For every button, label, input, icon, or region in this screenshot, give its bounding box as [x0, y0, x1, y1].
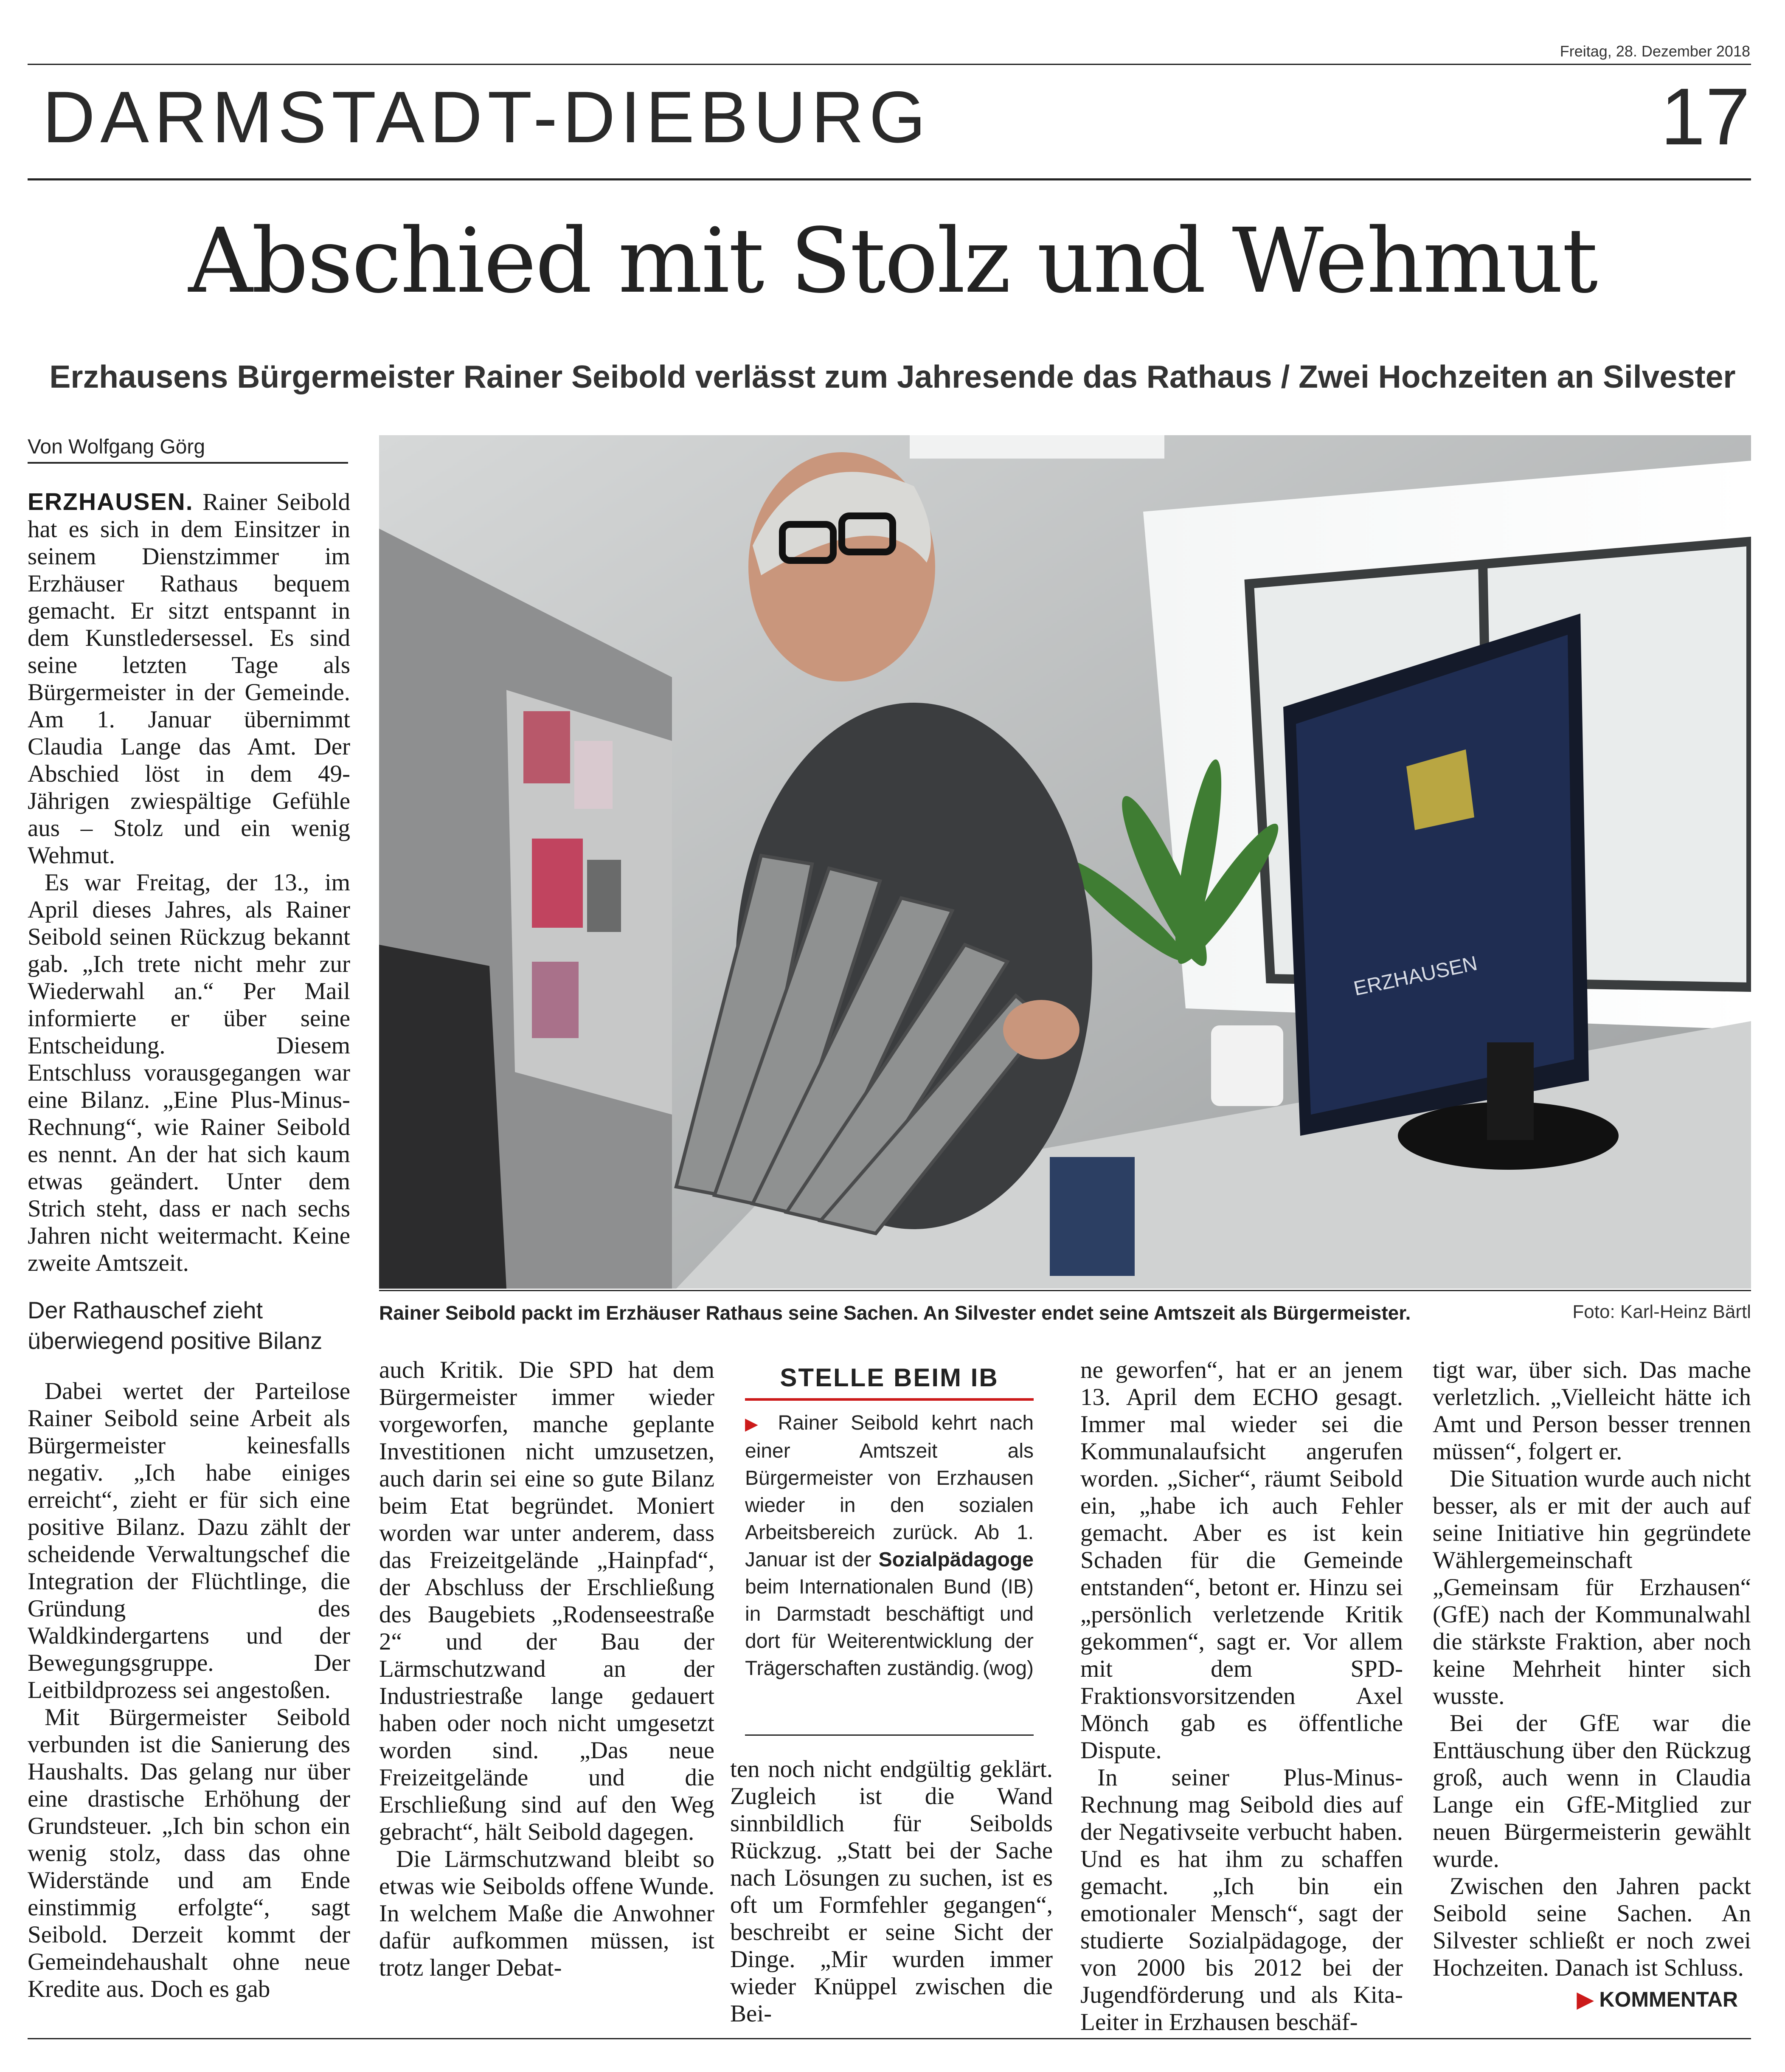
article-paragraph: Es war Freitag, der 13., im April dieses Jahres, als Rainer Seibold seinen Rückzug bekannt gab. „Ich trete nicht mehr zur Wiederwahl an.“ Per Mail informierte er über seine Entscheidung. Diesem Entschluss vorausgegangen war eine Bilanz. „Eine Plus-Minus-Rechnung“, wie Rainer Seibold es nennt. An der hat sich kaum etwas geändert. Unter dem Strich steht, dass er nach sechs Jahren nicht weitermacht. Keine zweite Amtszeit.: [28, 869, 350, 1276]
infobox-body: [745, 1410, 1034, 1682]
article-paragraph: Mit Bürgermeister Seibold verbunden ist die Sanierung des Haushalts. Das gelang nur über eine drastische Erhöhung der Grundsteuer. „Ich bin schon ein wenig stolz, dass das ohne Widerstände und am Ende einstimmig erfolgte“, sagt Seibold. Derzeit kommt der Gemeindehaushalt ohne neue Kredite aus. Doch es gab: [28, 1704, 350, 2002]
section-title: DARMSTADT-DIEBURG: [42, 76, 931, 158]
article-paragraph: Die Situation wurde auch nicht besser, als er mit der auch auf seine Initiative hin gegründete Wählergemeinschaft „Gemeinsam für Erzhausen“ (GfE) nach der Kommunalwahl die stärkste Fraktion, aber noch keine Mehrheit hinter sich wusste.: [1433, 1465, 1751, 1709]
headline: Abschied mit Stolz und Wehmut: [188, 209, 1597, 313]
article-paragraph: ten noch nicht endgültig geklärt. Zugleich ist die Wand sinnbildlich für Seibolds Rückzug. „Statt bei der Sache nach Lösungen zu suchen, ist es oft um Formfehler gegangen“, beschreibt er seine Sicht der Dinge. „Mir wurden immer wieder Knüppel zwischen die Bei-: [730, 1756, 1053, 2027]
bottom-rule: [28, 2038, 1751, 2039]
article-column-1-top: [28, 488, 350, 1277]
photo-bottom-rule: [379, 1290, 1751, 1291]
article-paragraph: Dabei wertet der Parteilose Rainer Seibold seine Arbeit als Bürgermeister keinesfalls negativ. „Ich habe einiges erreicht“, zieht er für sich eine positive Bilanz. Dazu zählt der scheidende Verwaltungschef die Integration der Flüchtlinge, die Gründung des Waldkindergartens und der Bewegungsgruppe. Der Leitbildprozess sei angestoßen.: [28, 1378, 350, 1703]
infobox-heading: STELLE BEIM IB: [745, 1363, 1034, 1401]
article-paragraph: Die Lärmschutzwand bleibt so etwas wie Seibolds offene Wunde. In welchem Maße die Anwohner dafür aufkommen müssen, ist trotz langer Debat-: [379, 1846, 714, 1981]
page-number: 17: [1660, 72, 1750, 162]
kommentar-link[interactable]: [1577, 1987, 1738, 2012]
infobox-signature: (wog): [982, 1657, 1034, 1680]
article-subhead: Der Rathauschef zieht überwiegend positive Bilanz: [28, 1297, 323, 1354]
article-paragraph: ne geworfen“, hat er an jenem 13. April dem ECHO gesagt. Immer mal wieder sei die Kommunalaufsicht angerufen worden. „Sicher“, räumt Seibold ein, „habe ich auch Fehler gemacht. Aber es ist kein Schaden für die Gemeinde entstanden“, betont er. Hinzu sei „persönlich verletzende Kritik gekommen“, sagt er. Vor allem mit dem SPD-Fraktionsvorsitzenden Axel Mönch gab es öffentliche Dispute.: [1080, 1357, 1403, 1764]
article-column-1-bottom: [28, 1378, 350, 2003]
article-photo: [379, 435, 1751, 1289]
top-rule: [28, 64, 1751, 65]
byline: Von Wolfgang Görg: [28, 435, 348, 464]
infobox-text: beim Internationalen Bund (IB) in Darmstadt beschäftigt und dort für Weiterentwicklung der Trägerschaften zuständig.: [745, 1576, 1034, 1680]
subheadline: Erzhausens Bürgermeister Rainer Seibold verlässt zum Jahresende das Rathaus / Zwei Hochzeiten an Silvester: [49, 359, 1736, 394]
article-paragraph: Zwischen den Jahren packt Seibold seine Sachen. An Silvester schließt er noch zwei Hochzeiten. Danach ist Schluss.: [1433, 1873, 1751, 1981]
article-lead-text: Rainer Seibold hat es sich in dem Einsitzer in seinem Dienstzimmer im Erzhäuser Rathaus bequem gemacht. Er sitzt entspannt in dem Kunstledersessel. Es sind seine letzten Tage als Bürgermeister in der Gemeinde. Am 1. Januar übernimmt Claudia Lange das Amt. Der Abschied löst in dem 49-Jährigen zwiespältige Gefühle aus – Stolz und ein wenig Wehmut.: [28, 489, 351, 869]
article-column-5: [1433, 1357, 1751, 1982]
article-paragraph: tigt war, über sich. Das mache verletzlich. „Vielleicht hätte ich Amt und Person besser trennen müssen“, folgert er.: [1433, 1357, 1751, 1465]
monitor-screen-text: ERZHAUSEN: [1352, 952, 1479, 1000]
photo-credit: Foto: Karl-Heinz Bärtl: [1572, 1301, 1751, 1322]
article-paragraph: In seiner Plus-Minus-Rechnung mag Seibold dies auf der Negativseite verbucht haben. Und es hat ihm zu schaffen gemacht. „Ich bin ein emotionaler Mensch“, sagt der studierte Sozialpädagoge, der von 2000 bis 2012 bei der Jugendförderung und als Kita-Leiter in Erzhausen beschäf-: [1080, 1764, 1403, 2035]
article-paragraph: Bei der GfE war die Enttäuschung über den Rückzug groß, auch wenn in Claudia Lange ein GfE-Mitglied zur neuen Bürgermeisterin gewählt wurde.: [1433, 1710, 1751, 1872]
masthead-rule: [28, 178, 1751, 180]
infobox-text-bold: Sozialpädagoge: [878, 1548, 1034, 1571]
article-column-3: [730, 1756, 1053, 2027]
kommentar-label: KOMMENTAR: [1599, 1988, 1738, 2011]
article-paragraph: auch Kritik. Die SPD hat dem Bürgermeister immer wieder vorgeworfen, manche geplante Investitionen nicht umzusetzen, auch darin sei eine so gute Bilanz beim Etat begründet. Moniert worden war unter anderem, dass das Freizeitgelände „Hainpfad“, der Abschluss der Erschließung des Baugebiets „Rodenseestraße 2“ und der Bau der Lärmschutzwand an der Industriestraße lange gedauert haben oder noch nicht umgesetzt worden sind. „Das neue Freizeitgelände und die Erschließung sind auf den Weg gebracht“, hält Seibold dagegen.: [379, 1357, 714, 1845]
article-dateline: ERZHAUSEN.: [28, 488, 194, 515]
triangle-arrow-icon: ▶: [1577, 1988, 1594, 2011]
infobox-bottom-rule: [745, 1734, 1034, 1736]
triangle-bullet-icon: ▶: [745, 1415, 765, 1433]
infobox-text: Rainer Seibold kehrt nach einer Amtszeit als Bürgermeister von Erzhausen wieder in den sozialen Arbeitsbereich zurück. Ab 1. Januar ist der: [745, 1412, 1034, 1571]
article-paragraph: [28, 488, 350, 869]
article-column-2: [379, 1357, 714, 1982]
article-column-4: [1080, 1357, 1403, 2036]
issue-date: Freitag, 28. Dezember 2018: [1560, 42, 1750, 60]
photo-caption: Rainer Seibold packt im Erzhäuser Rathaus seine Sachen. An Silvester endet seine Amtszeit als Bürgermeister.: [379, 1302, 1411, 1324]
